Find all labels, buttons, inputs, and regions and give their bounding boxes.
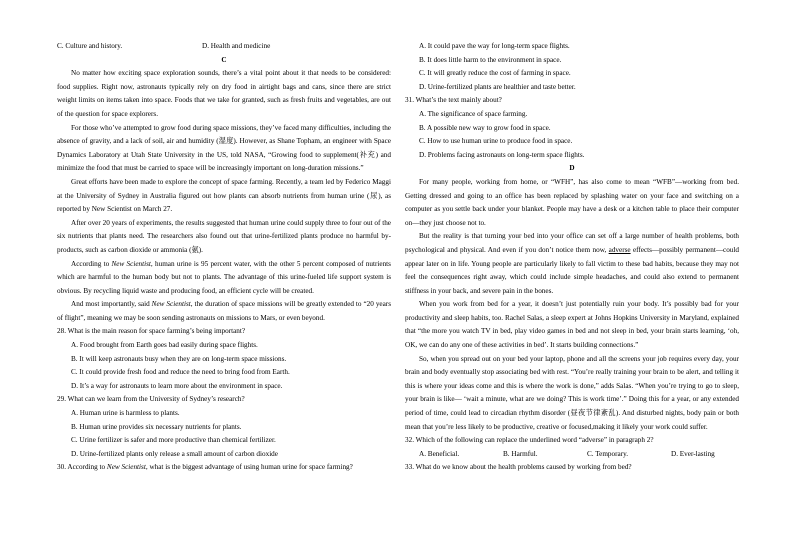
q28-option: A. Food brought from Earth goes bad easily during space flights. <box>71 341 258 350</box>
q28-option: C. It could provide fresh food and reduce the need to bring food from Earth. <box>71 368 290 377</box>
q27-options <box>57 40 391 54</box>
question-31: 31. What’s the text mainly about? <box>405 96 502 105</box>
q31-option: D. Problems facing astronauts on long-term space flights. <box>419 150 585 159</box>
option-d: D. Health and medicine <box>202 42 271 50</box>
q30-option: B. It does little harm to the environment in space. <box>419 55 562 64</box>
q30-option: C. It will greatly reduce the cost of farming in space. <box>419 69 571 78</box>
passage-d-paragraph: So, when you spread out on your bed your laptop, phone and all the screens your job requires every day, your brain and body eventually stop associating bed with rest. “You’re really training your brain to be alert, and telling it this is where your ideas come and this is where the work is done,” adds Salas. “When you’re trying to go to sleep, your brain is like— ‘wait a minute, what are we doing? This is work time’.” Doing this for a year, or any extended period of time, could lead to circadian rhythm disorder (昼夜节律紊乱). And disturbed nights, body pain or both mean that you’re less likely to be productive, creative or focused,making it likely your work could suffer. <box>405 354 739 431</box>
underlined-word: adverse <box>608 245 631 254</box>
question-33: 33. What do we know about the health problems caused by working from bed? <box>405 463 632 472</box>
q32-options <box>405 448 739 462</box>
question-32: 32. Which of the following can replace the underlined word “adverse” in paragraph 2? <box>405 436 654 445</box>
passage-c-paragraph: No matter how exciting space exploration sounds, there’s a vital point about it that needs to be considered: food supplies. Right now, astronauts typically rely on dry food in airtight bags and cans, since there are strict weight limits on items taken into space. Foods that we take for granted, such as fresh fruits and vegetables, are out of the question for space explorers. <box>57 69 391 118</box>
passage-d-paragraph: When you work from bed for a year, it doesn’t just potentially ruin your body. It’s possibly bad for your productivity and sleep habits, too. Rachel Salas, a sleep expert at Johns Hopkins University in Maryland, explained that “the more you watch TV in bed, play video games in bed and not sleep in bed, your brain starts learning, ‘oh, OK, we can do any one of these activities in bed’. It starts building connections.” <box>405 300 739 350</box>
passage-c-paragraph: After over 20 years of experiments, the results suggested that human urine could supply three to four out of the six nutrients that plants need. The researchers also found out that urine-fertilized plants produce no harmful by-products, such as carbon dioxide or ammonia (氨). <box>57 218 391 254</box>
passage-c-paragraph: Great efforts have been made to explore the concept of space farming. Recently, a team led by Federico Maggi at the University of Sydney in Australia figured out how plants can absorb nutrients from human urine (尿), as reported by New Scientist on March 27. <box>57 177 391 214</box>
question-29: 29. What can we learn from the University of Sydney’s research? <box>57 395 245 404</box>
q29-option: B. Human urine provides six necessary nutrients for plants. <box>71 422 242 431</box>
q29-option: C. Urine fertilizer is safer and more productive than chemical fertilizer. <box>71 436 276 445</box>
question-28: 28. What is the main reason for space farming’s being important? <box>57 327 246 336</box>
q29-option: A. Human urine is harmless to plants. <box>71 409 180 418</box>
q31-option: C. How to use human urine to produce food in space. <box>419 137 573 146</box>
q28-option: D. It’s a way for astronauts to learn more about the environment in space. <box>71 381 283 390</box>
q31-option: A. The significance of space farming. <box>419 109 528 118</box>
q30-option: A. It could pave the way for long-term space flights. <box>419 42 570 50</box>
passage-c-paragraph: For those who’ve attempted to grow food during space missions, they’ve faced many difficulties, including the absence of gravity, and a lack of soil, air and humidity (湿度). However, as Shane Topham, an engineer with Space Dynamics Laboratory at Utah State University in the US, told NASA, “Growing food to supplement(补充) and minimize the food that must be carried to space will be increasingly important on long-duration missions.” <box>57 123 391 173</box>
question-30: 30. According to New Scientist, what is the biggest advantage of using human urine for space farming? <box>57 463 353 472</box>
left-column <box>57 40 391 475</box>
passage-d-paragraph: But the reality is that turning your bed into your office can set off a large number of health problems, both psychological and physical. And even if you don’t notice them now, adverse effects—possibly permanent—could appear later on in life. Young people are particularly likely to fall victim to these bad habits, because they may not feel the consequences right away, which could include simple headaches, and could also extend to permanent stiffness in your back, and severe pain in the bones. <box>405 232 739 295</box>
q32-option: C. Temporary. <box>587 449 629 458</box>
q29-option: D. Urine-fertilized plants only release a small amount of carbon dioxide <box>71 449 278 458</box>
q28-option: B. It will keep astronauts busy when they are on long-term space missions. <box>71 354 287 363</box>
passage-d-heading: D <box>569 164 575 173</box>
option-c: C. Culture and history. <box>57 42 123 50</box>
passage-d-paragraph: For many people, working from home, or “WFH”, has also come to mean “WFB”—working from bed. Getting dressed and going to an office has been replaced by splashing water on your face and switching on a computer as you settle back under your blanket. People may have a desk or a kitchen table to place their computer on—they just choose not to. <box>405 177 739 227</box>
q30-option: D. Urine-fertilized plants are healthier and taste better. <box>419 82 576 91</box>
right-column <box>405 40 739 475</box>
q32-option: D. Ever-lasting <box>671 449 715 458</box>
passage-c-heading: C <box>221 55 227 64</box>
passage-c-paragraph: According to New Scientist, human urine is 95 percent water, with the other 5 percent composed of nutrients which are harmful to the human body but not to plants. The advantage of this urine-fueled life support system is obvious. By recycling liquid waste and producing food, an efficient cycle will be created. <box>57 259 391 295</box>
q31-option: B. A possible new way to grow food in space. <box>419 123 551 132</box>
q32-option: B. Harmful. <box>503 449 538 458</box>
passage-c-paragraph: And most importantly, said New Scientist, the duration of space missions will be greatly extended to “20 years of flight”, meaning we may be soon sending astronauts on missions to Mars, or even beyond. <box>57 300 391 322</box>
q32-option: A. Beneficial. <box>419 449 460 458</box>
